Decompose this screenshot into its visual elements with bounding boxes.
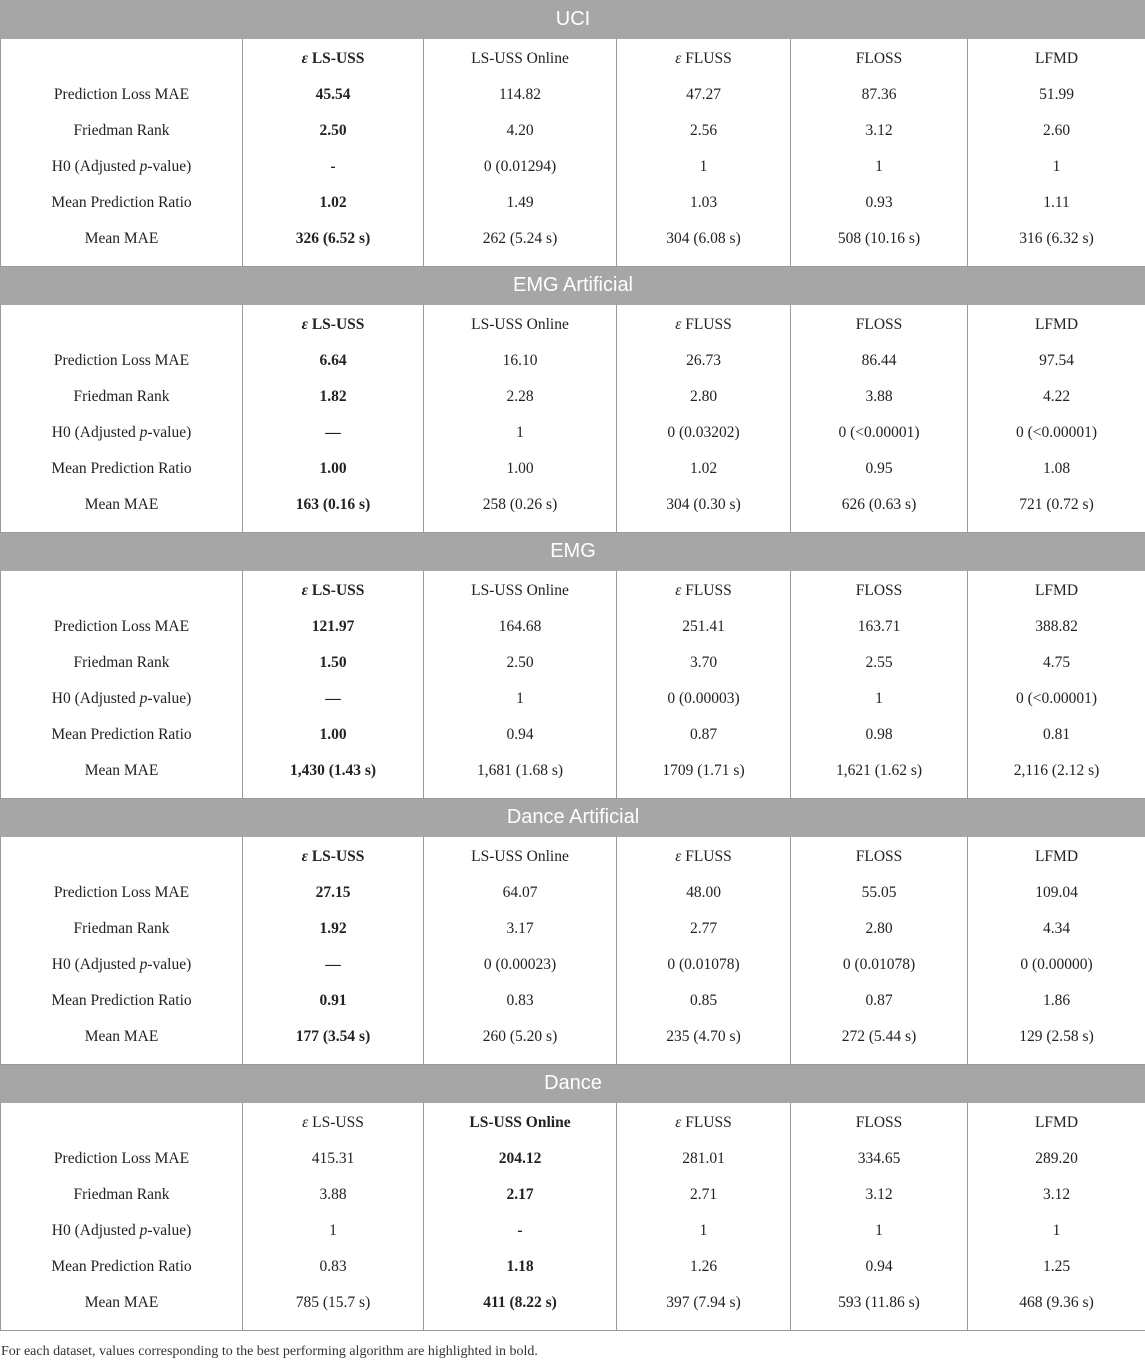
label-spacer [1, 1114, 242, 1150]
algorithm-column [791, 1103, 968, 1331]
table-cell-value: 721 (0.72 s) [968, 496, 1145, 532]
table-cell-value: 235 (4.70 s) [617, 1028, 790, 1064]
algorithm-label: FLUSS [685, 1114, 732, 1131]
table-cell-value: 0 (0.00000) [968, 956, 1145, 992]
section-title: EMG [1, 533, 1145, 571]
algorithm-column [424, 837, 617, 1065]
table-cell-value: 0.94 [791, 1258, 967, 1294]
table-cell-value: 1.26 [617, 1258, 790, 1294]
algorithm-label: LS-USS [312, 50, 365, 67]
metric-label: H0 (Adjusted p-value) [1, 424, 242, 460]
section-body-row [1, 1103, 1145, 1331]
algorithm-column [791, 837, 968, 1065]
algorithm-label: LS-USS Online [469, 1114, 570, 1131]
label-spacer [1, 582, 242, 618]
metric-label: Mean MAE [1, 230, 242, 266]
algorithm-name [424, 582, 616, 618]
table-cell-value: 0.94 [424, 726, 616, 762]
epsilon-symbol: ε [675, 848, 681, 865]
algorithm-name [617, 316, 790, 352]
algorithm-name [243, 316, 423, 352]
algorithm-label: LS-USS [312, 582, 365, 599]
metric-label: H0 (Adjusted p-value) [1, 956, 242, 992]
label-spacer [1, 50, 242, 86]
metric-label: H0 (Adjusted p-value) [1, 158, 242, 194]
table-cell-value: 3.17 [424, 920, 616, 956]
table-cell-value: 2.55 [791, 654, 967, 690]
algorithm-name [791, 316, 967, 352]
algorithm-label: LS-USS [312, 1114, 364, 1131]
metric-label: Friedman Rank [1, 122, 242, 158]
table-cell-value: 6.64 [243, 352, 423, 388]
table-cell-value: 3.12 [791, 122, 967, 158]
table-cell-value: 0 (<0.00001) [968, 690, 1145, 726]
table-cell-value: 468 (9.36 s) [968, 1294, 1145, 1330]
table-cell-value: 1 [617, 158, 790, 194]
table-cell-value: 0.85 [617, 992, 790, 1028]
table-cell-value: 1 [791, 690, 967, 726]
table-cell-value: 163 (0.16 s) [243, 496, 423, 532]
metric-label: Prediction Loss MAE [1, 1150, 242, 1186]
metric-label-column [1, 571, 243, 799]
table-cell-value: 2.17 [424, 1186, 616, 1222]
algorithm-name [243, 50, 423, 86]
section-body-row [1, 305, 1145, 533]
algorithm-label: FLUSS [685, 848, 732, 865]
table-cell-value: 1 [968, 1222, 1145, 1258]
algorithm-label: LFMD [1035, 50, 1078, 67]
table-cell-value: 334.65 [791, 1150, 967, 1186]
table-cell-value: 4.22 [968, 388, 1145, 424]
metric-label-column [1, 305, 243, 533]
table-cell-value: 1 [791, 158, 967, 194]
table-cell-value: 1 [791, 1222, 967, 1258]
metric-label: Mean Prediction Ratio [1, 726, 242, 762]
metric-label: Mean Prediction Ratio [1, 1258, 242, 1294]
section-body-row [1, 837, 1145, 1065]
metric-label: Mean Prediction Ratio [1, 460, 242, 496]
table-cell-value: 163.71 [791, 618, 967, 654]
algorithm-name [791, 848, 967, 884]
table-cell-value: 1.82 [243, 388, 423, 424]
algorithm-name [424, 50, 616, 86]
algorithm-label: LS-USS Online [471, 582, 569, 599]
algorithm-name [791, 1114, 967, 1150]
algorithm-name [424, 316, 616, 352]
algorithm-name [617, 1114, 790, 1150]
table-cell-value: 27.15 [243, 884, 423, 920]
table-cell-value: 1.02 [617, 460, 790, 496]
table-cell-value: 626 (0.63 s) [791, 496, 967, 532]
algorithm-column [424, 1103, 617, 1331]
table-cell-value: 508 (10.16 s) [791, 230, 967, 266]
table-cell-value: 411 (8.22 s) [424, 1294, 616, 1330]
metric-label-column [1, 1103, 243, 1331]
metric-label: Prediction Loss MAE [1, 884, 242, 920]
table-cell-value: 1.00 [424, 460, 616, 496]
table-cell-value: 26.73 [617, 352, 790, 388]
table-cell-value: 97.54 [968, 352, 1145, 388]
table-cell-value: 51.99 [968, 86, 1145, 122]
algorithm-column [243, 305, 424, 533]
algorithm-label: FLOSS [856, 582, 903, 599]
table-cell-value: 260 (5.20 s) [424, 1028, 616, 1064]
table-cell-value: 3.88 [243, 1186, 423, 1222]
algorithm-label: FLUSS [685, 50, 732, 67]
table-cell-value: 1.25 [968, 1258, 1145, 1294]
table-cell-value: - [424, 1222, 616, 1258]
epsilon-symbol: ε [302, 316, 308, 333]
section-header-row [1, 1, 1145, 39]
algorithm-label: LFMD [1035, 582, 1078, 599]
algorithm-label: FLOSS [856, 50, 903, 67]
table-cell-value: 164.68 [424, 618, 616, 654]
table-cell-value: 1 [424, 690, 616, 726]
algorithm-label: LFMD [1035, 316, 1078, 333]
table-cell-value: 388.82 [968, 618, 1145, 654]
table-cell-value: 0.93 [791, 194, 967, 230]
algorithm-label: FLUSS [685, 582, 732, 599]
metric-label: Friedman Rank [1, 654, 242, 690]
table-cell-value: 55.05 [791, 884, 967, 920]
section-header-row [1, 1065, 1145, 1103]
table-cell-value: 1.18 [424, 1258, 616, 1294]
table-cell-value: 2.28 [424, 388, 616, 424]
table-cell-value: 48.00 [617, 884, 790, 920]
metric-label: Mean MAE [1, 762, 242, 798]
section-title: EMG Artificial [1, 267, 1145, 305]
algorithm-label: LFMD [1035, 848, 1078, 865]
table-cell-value: 316 (6.32 s) [968, 230, 1145, 266]
algorithm-label: LS-USS Online [471, 316, 569, 333]
algorithm-label: FLOSS [856, 848, 903, 865]
table-cell-value: 0 (0.00003) [617, 690, 790, 726]
metric-label: H0 (Adjusted p-value) [1, 690, 242, 726]
table-cell-value: 0.87 [617, 726, 790, 762]
algorithm-name [968, 50, 1145, 86]
epsilon-symbol: ε [675, 316, 681, 333]
table-cell-value: 2.50 [243, 122, 423, 158]
table-cell-value: 272 (5.44 s) [791, 1028, 967, 1064]
table-cell-value: 4.20 [424, 122, 616, 158]
table-cell-value: 109.04 [968, 884, 1145, 920]
table-cell-value: 1 [617, 1222, 790, 1258]
table-cell-value: 1.00 [243, 726, 423, 762]
algorithm-name [424, 848, 616, 884]
table-cell-value: 2.60 [968, 122, 1145, 158]
table-cell-value: 785 (15.7 s) [243, 1294, 423, 1330]
table-cell-value: 129 (2.58 s) [968, 1028, 1145, 1064]
algorithm-column [243, 837, 424, 1065]
metric-label: Prediction Loss MAE [1, 86, 242, 122]
table-cell-value: 1.50 [243, 654, 423, 690]
algorithm-column [424, 571, 617, 799]
algorithm-name [243, 848, 423, 884]
algorithm-column [791, 305, 968, 533]
table-cell-value: 289.20 [968, 1150, 1145, 1186]
table-cell-value: 1,681 (1.68 s) [424, 762, 616, 798]
algorithm-column [968, 39, 1145, 267]
table-cell-value: 0 (0.01294) [424, 158, 616, 194]
table-cell-value: 0.83 [424, 992, 616, 1028]
table-cell-value: 3.12 [791, 1186, 967, 1222]
table-cell-value: 2.56 [617, 122, 790, 158]
table-cell-value: 86.44 [791, 352, 967, 388]
table-cell-value: 2.80 [791, 920, 967, 956]
algorithm-column [617, 39, 791, 267]
section-header-row [1, 799, 1145, 837]
algorithm-name [617, 50, 790, 86]
algorithm-label: FLUSS [685, 316, 732, 333]
section-body-row [1, 571, 1145, 799]
metric-label: Mean Prediction Ratio [1, 992, 242, 1028]
table-cell-value: 1.49 [424, 194, 616, 230]
metric-label: Friedman Rank [1, 920, 242, 956]
algorithm-name [791, 50, 967, 86]
metric-label: Prediction Loss MAE [1, 352, 242, 388]
algorithm-column [243, 1103, 424, 1331]
algorithm-column [968, 305, 1145, 533]
algorithm-name [243, 1114, 423, 1150]
algorithm-label: LFMD [1035, 1114, 1078, 1131]
table-cell-value: 0 (0.00023) [424, 956, 616, 992]
algorithm-column [424, 305, 617, 533]
table-cell-value: — [243, 424, 423, 460]
algorithm-label: FLOSS [856, 1114, 903, 1131]
epsilon-symbol: ε [675, 582, 681, 599]
algorithm-label: LS-USS Online [471, 50, 569, 67]
table-cell-value: 1.03 [617, 194, 790, 230]
algorithm-column [617, 571, 791, 799]
epsilon-symbol: ε [302, 50, 308, 67]
algorithm-name [968, 848, 1145, 884]
table-cell-value: 1 [243, 1222, 423, 1258]
table-cell-value: 114.82 [424, 86, 616, 122]
table-cell-value: 47.27 [617, 86, 790, 122]
algorithm-name [243, 582, 423, 618]
algorithm-name [424, 1114, 616, 1150]
table-cell-value: 1.00 [243, 460, 423, 496]
section-header-row [1, 533, 1145, 571]
epsilon-symbol: ε [302, 848, 308, 865]
algorithm-name [968, 316, 1145, 352]
epsilon-symbol: ε [675, 1114, 681, 1131]
label-spacer [1, 316, 242, 352]
algorithm-column [243, 571, 424, 799]
algorithm-column [968, 571, 1145, 799]
label-spacer [1, 848, 242, 884]
table-cell-value: 593 (11.86 s) [791, 1294, 967, 1330]
table-cell-value: 0.83 [243, 1258, 423, 1294]
algorithm-column [968, 837, 1145, 1065]
section-title: Dance Artificial [1, 799, 1145, 837]
table-cell-value: — [243, 690, 423, 726]
table-cell-value: 1.08 [968, 460, 1145, 496]
table-cell-value: 0 (<0.00001) [968, 424, 1145, 460]
epsilon-symbol: ε [675, 50, 681, 67]
metric-label-column [1, 837, 243, 1065]
table-cell-value: 0.95 [791, 460, 967, 496]
table-cell-value: 16.10 [424, 352, 616, 388]
table-cell-value: 1,430 (1.43 s) [243, 762, 423, 798]
section-body-row [1, 39, 1145, 267]
table-cell-value: 258 (0.26 s) [424, 496, 616, 532]
section-header-row [1, 267, 1145, 305]
table-cell-value: 262 (5.24 s) [424, 230, 616, 266]
algorithm-name [968, 582, 1145, 618]
table-cell-value: 1 [424, 424, 616, 460]
table-footnote: For each dataset, values corresponding to the best performing algorithm are highlighted in bold. [0, 1331, 1145, 1360]
table-cell-value: 0 (0.03202) [617, 424, 790, 460]
table-cell-value: 0.98 [791, 726, 967, 762]
table-cell-value: 2.80 [617, 388, 790, 424]
metric-label: Prediction Loss MAE [1, 618, 242, 654]
table-cell-value: 251.41 [617, 618, 790, 654]
table-cell-value: 1.02 [243, 194, 423, 230]
metric-label: Mean MAE [1, 496, 242, 532]
table-cell-value: 3.88 [791, 388, 967, 424]
metric-label-column [1, 39, 243, 267]
section-title: Dance [1, 1065, 1145, 1103]
epsilon-symbol: ε [302, 582, 308, 599]
table-cell-value: 326 (6.52 s) [243, 230, 423, 266]
table-cell-value: 0 (0.01078) [791, 956, 967, 992]
table-cell-value: 204.12 [424, 1150, 616, 1186]
algorithm-name [968, 1114, 1145, 1150]
table-cell-value: 0.87 [791, 992, 967, 1028]
metric-label: Mean MAE [1, 1028, 242, 1064]
table-cell-value: 45.54 [243, 86, 423, 122]
table-cell-value: 1 [968, 158, 1145, 194]
table-cell-value: 4.75 [968, 654, 1145, 690]
algorithm-name [791, 582, 967, 618]
section-title: UCI [1, 1, 1145, 39]
table-cell-value: 3.70 [617, 654, 790, 690]
table-cell-value: 177 (3.54 s) [243, 1028, 423, 1064]
algorithm-column [791, 571, 968, 799]
table-cell-value: 0 (<0.00001) [791, 424, 967, 460]
table-cell-value: 0 (0.01078) [617, 956, 790, 992]
table-cell-value: 121.97 [243, 618, 423, 654]
algorithm-name [617, 582, 790, 618]
table-cell-value: 304 (6.08 s) [617, 230, 790, 266]
table-cell-value: 2.71 [617, 1186, 790, 1222]
table-cell-value: 1.92 [243, 920, 423, 956]
table-cell-value: 64.07 [424, 884, 616, 920]
table-cell-value: 4.34 [968, 920, 1145, 956]
algorithm-column [617, 305, 791, 533]
table-cell-value: 2.77 [617, 920, 790, 956]
table-cell-value: 87.36 [791, 86, 967, 122]
epsilon-symbol: ε [302, 1114, 308, 1131]
table-cell-value: 2.50 [424, 654, 616, 690]
algorithm-column [791, 39, 968, 267]
table-cell-value: 2,116 (2.12 s) [968, 762, 1145, 798]
table-cell-value: 1,621 (1.62 s) [791, 762, 967, 798]
algorithm-column [968, 1103, 1145, 1331]
metric-label: Friedman Rank [1, 388, 242, 424]
table-cell-value: 1.11 [968, 194, 1145, 230]
metric-label: Friedman Rank [1, 1186, 242, 1222]
metric-label: Mean Prediction Ratio [1, 194, 242, 230]
algorithm-label: FLOSS [856, 316, 903, 333]
algorithm-label: LS-USS Online [471, 848, 569, 865]
metric-label: H0 (Adjusted p-value) [1, 1222, 242, 1258]
algorithm-label: LS-USS [312, 316, 365, 333]
metric-label: Mean MAE [1, 1294, 242, 1330]
algorithm-name [617, 848, 790, 884]
table-cell-value: - [243, 158, 423, 194]
algorithm-label: LS-USS [312, 848, 365, 865]
table-cell-value: 397 (7.94 s) [617, 1294, 790, 1330]
table-cell-value: 0.91 [243, 992, 423, 1028]
table-cell-value: 1.86 [968, 992, 1145, 1028]
table-cell-value: 415.31 [243, 1150, 423, 1186]
table-cell-value: 1709 (1.71 s) [617, 762, 790, 798]
table-cell-value: 0.81 [968, 726, 1145, 762]
algorithm-column [617, 837, 791, 1065]
table-cell-value: — [243, 956, 423, 992]
algorithm-column [424, 39, 617, 267]
table-cell-value: 281.01 [617, 1150, 790, 1186]
algorithm-column [243, 39, 424, 267]
table-cell-value: 3.12 [968, 1186, 1145, 1222]
table-cell-value: 304 (0.30 s) [617, 496, 790, 532]
algorithm-column [617, 1103, 791, 1331]
